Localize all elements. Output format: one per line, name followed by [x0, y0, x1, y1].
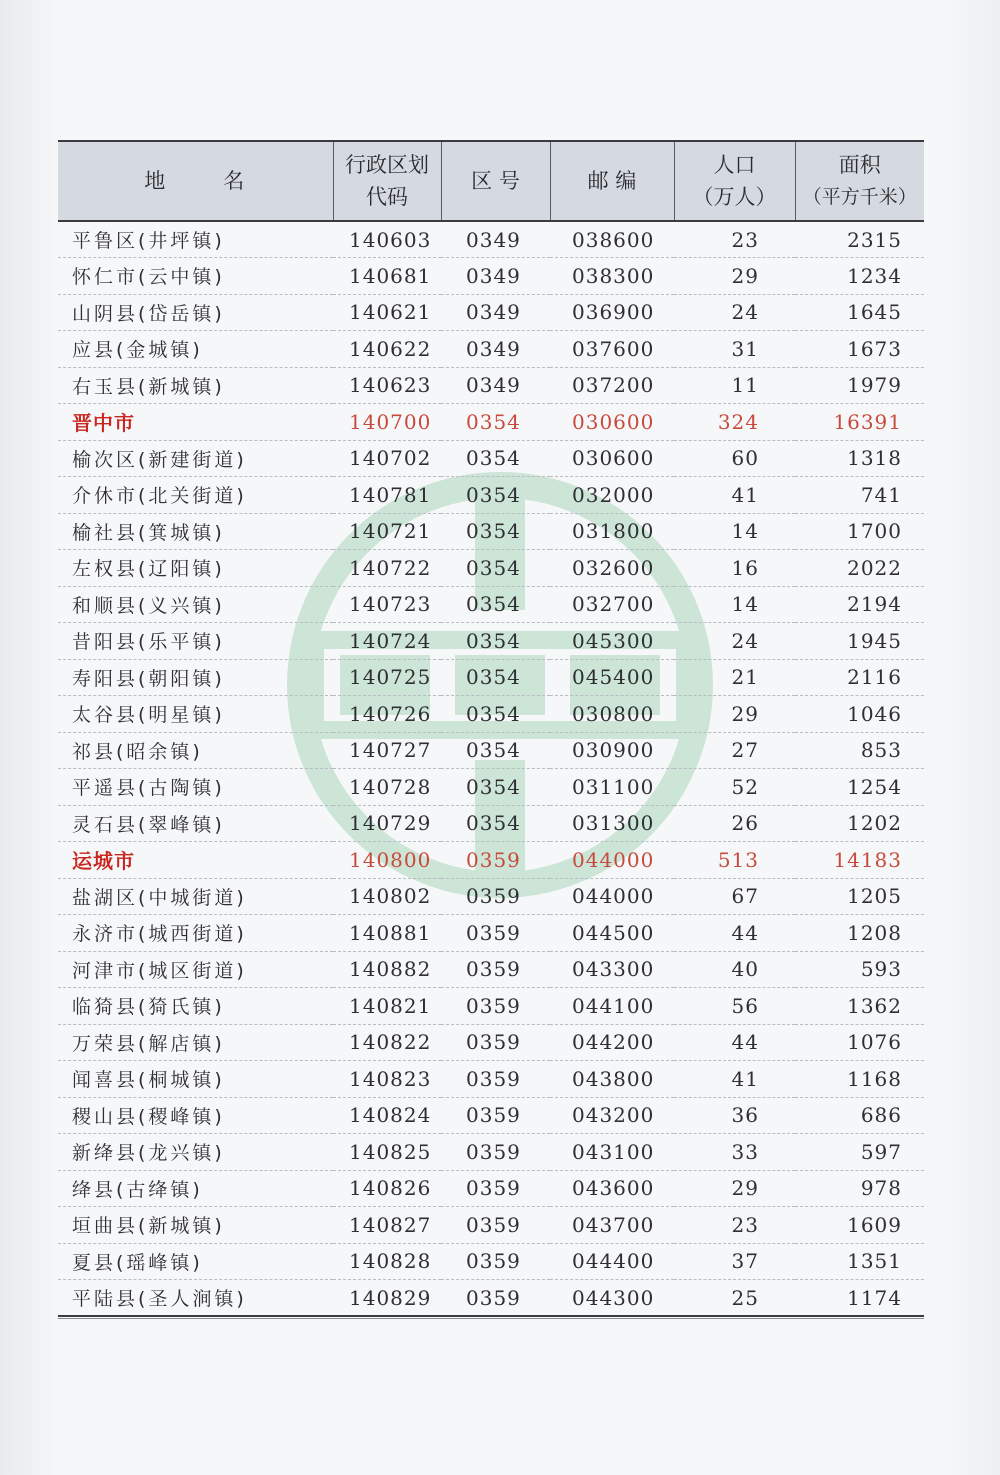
area-code-cell: 0354	[441, 769, 550, 806]
admin-code-cell: 140727	[333, 732, 441, 769]
table-row	[58, 769, 924, 806]
area-cell: 2315	[795, 221, 924, 258]
admin-code-cell: 140721	[333, 513, 441, 550]
place-name-cell: 平陆县(圣人涧镇)	[58, 1280, 333, 1317]
admin-code-cell: 140623	[333, 367, 441, 404]
table-row	[58, 331, 924, 368]
postcode-cell: 045300	[550, 623, 674, 660]
header-place-name-char-2: 名	[223, 169, 247, 193]
admin-code-cell: 140824	[333, 1097, 441, 1134]
table-row	[58, 915, 924, 952]
population-cell: 27	[674, 732, 795, 769]
postcode-cell: 030800	[550, 696, 674, 733]
admin-code-cell: 140829	[333, 1280, 441, 1317]
place-name-cell: 夏县(瑶峰镇)	[58, 1243, 333, 1280]
postcode-cell: 044000	[550, 878, 674, 915]
place-name-cell: 河津市(城区街道)	[58, 951, 333, 988]
header-postcode: 邮 编	[550, 141, 674, 221]
population-cell: 56	[674, 988, 795, 1025]
table-row	[58, 1097, 924, 1134]
area-cell: 14183	[795, 842, 924, 879]
table-row	[58, 513, 924, 550]
population-cell: 25	[674, 1280, 795, 1317]
area-code-cell: 0349	[441, 258, 550, 295]
table-row	[58, 951, 924, 988]
admin-code-cell: 140621	[333, 294, 441, 331]
area-code-cell: 0359	[441, 1024, 550, 1061]
table-row	[58, 732, 924, 769]
city-row	[58, 404, 924, 441]
area-cell: 686	[795, 1097, 924, 1134]
area-code-cell: 0359	[441, 842, 550, 879]
table-row	[58, 659, 924, 696]
admin-code-cell: 140800	[333, 842, 441, 879]
area-code-cell: 0354	[441, 696, 550, 733]
area-cell: 1362	[795, 988, 924, 1025]
admin-code-cell: 140722	[333, 550, 441, 587]
admin-code-cell: 140724	[333, 623, 441, 660]
header-place-name	[58, 141, 333, 221]
header-population-line1: 人口	[713, 153, 756, 177]
area-cell: 1202	[795, 805, 924, 842]
area-cell: 1351	[795, 1243, 924, 1280]
population-cell: 44	[674, 1024, 795, 1061]
admin-code-cell: 140725	[333, 659, 441, 696]
area-cell: 593	[795, 951, 924, 988]
admin-code-cell: 140622	[333, 331, 441, 368]
area-cell: 1254	[795, 769, 924, 806]
population-cell: 44	[674, 915, 795, 952]
population-cell: 324	[674, 404, 795, 441]
place-name-cell: 平鲁区(井坪镇)	[58, 221, 333, 258]
place-name-cell: 晋中市	[58, 404, 333, 441]
postcode-cell: 030600	[550, 440, 674, 477]
population-cell: 41	[674, 477, 795, 514]
area-cell: 1979	[795, 367, 924, 404]
area-cell: 1076	[795, 1024, 924, 1061]
table-row	[58, 550, 924, 587]
population-cell: 40	[674, 951, 795, 988]
population-cell: 31	[674, 331, 795, 368]
city-row	[58, 842, 924, 879]
postcode-cell: 043300	[550, 951, 674, 988]
area-code-cell: 0359	[441, 878, 550, 915]
postcode-cell: 043200	[550, 1097, 674, 1134]
population-cell: 29	[674, 258, 795, 295]
population-cell: 36	[674, 1097, 795, 1134]
area-code-cell: 0359	[441, 1243, 550, 1280]
postcode-cell: 043800	[550, 1061, 674, 1098]
population-cell: 513	[674, 842, 795, 879]
admin-code-cell: 140827	[333, 1207, 441, 1244]
postcode-cell: 030900	[550, 732, 674, 769]
area-code-cell: 0359	[441, 1207, 550, 1244]
place-name-cell: 左权县(辽阳镇)	[58, 550, 333, 587]
population-cell: 16	[674, 550, 795, 587]
area-cell: 1645	[795, 294, 924, 331]
table-row	[58, 440, 924, 477]
header-area-line2: （平方千米）	[802, 186, 917, 208]
header-area-code: 区 号	[441, 141, 550, 221]
area-cell: 1046	[795, 696, 924, 733]
area-code-cell: 0359	[441, 951, 550, 988]
header-population	[674, 141, 795, 221]
postcode-cell: 031300	[550, 805, 674, 842]
area-cell: 597	[795, 1134, 924, 1171]
postcode-cell: 030600	[550, 404, 674, 441]
area-cell: 1945	[795, 623, 924, 660]
place-name-cell: 永济市(城西街道)	[58, 915, 333, 952]
area-code-cell: 0354	[441, 623, 550, 660]
admin-code-cell: 140821	[333, 988, 441, 1025]
postcode-cell: 036900	[550, 294, 674, 331]
area-code-cell: 0354	[441, 440, 550, 477]
place-name-cell: 寿阳县(朝阳镇)	[58, 659, 333, 696]
area-code-cell: 0354	[441, 659, 550, 696]
area-code-cell: 0349	[441, 367, 550, 404]
postcode-cell: 044200	[550, 1024, 674, 1061]
area-code-cell: 0359	[441, 988, 550, 1025]
area-cell: 1609	[795, 1207, 924, 1244]
page-bottom-rule	[58, 1318, 924, 1319]
header-area	[795, 141, 924, 221]
area-cell: 1673	[795, 331, 924, 368]
area-code-cell: 0354	[441, 586, 550, 623]
postcode-cell: 044100	[550, 988, 674, 1025]
area-code-cell: 0354	[441, 513, 550, 550]
place-name-cell: 太谷县(明星镇)	[58, 696, 333, 733]
population-cell: 24	[674, 294, 795, 331]
postcode-cell: 032600	[550, 550, 674, 587]
area-cell: 1318	[795, 440, 924, 477]
place-name-cell: 临猗县(猗氏镇)	[58, 988, 333, 1025]
population-cell: 14	[674, 513, 795, 550]
area-cell: 978	[795, 1170, 924, 1207]
area-cell: 853	[795, 732, 924, 769]
admin-code-cell: 140726	[333, 696, 441, 733]
postcode-cell: 032000	[550, 477, 674, 514]
admin-code-cell: 140802	[333, 878, 441, 915]
area-code-cell: 0359	[441, 1097, 550, 1134]
header-admin-code-line2: 代码	[366, 185, 408, 209]
population-cell: 67	[674, 878, 795, 915]
postcode-cell: 038300	[550, 258, 674, 295]
population-cell: 11	[674, 367, 795, 404]
place-name-cell: 右玉县(新城镇)	[58, 367, 333, 404]
area-cell: 1700	[795, 513, 924, 550]
postcode-cell: 043700	[550, 1207, 674, 1244]
admin-code-cell: 140700	[333, 404, 441, 441]
place-name-cell: 应县(金城镇)	[58, 331, 333, 368]
table-row	[58, 1243, 924, 1280]
area-code-cell: 0359	[441, 1061, 550, 1098]
header-area-line1: 面积	[838, 153, 881, 177]
area-cell: 1208	[795, 915, 924, 952]
table-row	[58, 367, 924, 404]
area-code-cell: 0354	[441, 805, 550, 842]
postcode-cell: 045400	[550, 659, 674, 696]
place-name-cell: 垣曲县(新城镇)	[58, 1207, 333, 1244]
place-name-cell: 绛县(古绛镇)	[58, 1170, 333, 1207]
area-code-cell: 0354	[441, 477, 550, 514]
table-row	[58, 1207, 924, 1244]
header-place-name-char-1: 地	[144, 169, 168, 193]
postcode-cell: 043100	[550, 1134, 674, 1171]
admin-code-cell: 140825	[333, 1134, 441, 1171]
table-row	[58, 1280, 924, 1317]
header-population-line2: （万人）	[692, 185, 777, 209]
population-cell: 37	[674, 1243, 795, 1280]
table-header-row	[58, 141, 924, 221]
admin-code-cell: 140729	[333, 805, 441, 842]
area-cell: 2116	[795, 659, 924, 696]
area-code-cell: 0359	[441, 1170, 550, 1207]
population-cell: 14	[674, 586, 795, 623]
table-row	[58, 805, 924, 842]
area-cell: 2022	[795, 550, 924, 587]
population-cell: 41	[674, 1061, 795, 1098]
area-code-cell: 0349	[441, 331, 550, 368]
population-cell: 26	[674, 805, 795, 842]
area-code-cell: 0354	[441, 732, 550, 769]
place-name-cell: 稷山县(稷峰镇)	[58, 1097, 333, 1134]
area-code-cell: 0349	[441, 294, 550, 331]
admin-division-table	[58, 140, 924, 1317]
population-cell: 24	[674, 623, 795, 660]
postcode-cell: 043600	[550, 1170, 674, 1207]
postcode-cell: 044400	[550, 1243, 674, 1280]
table-row	[58, 988, 924, 1025]
table-row	[58, 878, 924, 915]
table-row	[58, 477, 924, 514]
admin-code-cell: 140828	[333, 1243, 441, 1280]
place-name-cell: 灵石县(翠峰镇)	[58, 805, 333, 842]
admin-code-cell: 140781	[333, 477, 441, 514]
table-row	[58, 1134, 924, 1171]
header-admin-code	[333, 141, 441, 221]
admin-code-cell: 140823	[333, 1061, 441, 1098]
population-cell: 60	[674, 440, 795, 477]
area-cell: 741	[795, 477, 924, 514]
postcode-cell: 031800	[550, 513, 674, 550]
admin-code-cell: 140723	[333, 586, 441, 623]
postcode-cell: 044000	[550, 842, 674, 879]
population-cell: 21	[674, 659, 795, 696]
place-name-cell: 怀仁市(云中镇)	[58, 258, 333, 295]
area-code-cell: 0354	[441, 550, 550, 587]
place-name-cell: 山阴县(岱岳镇)	[58, 294, 333, 331]
place-name-cell: 榆次区(新建街道)	[58, 440, 333, 477]
place-name-cell: 平遥县(古陶镇)	[58, 769, 333, 806]
postcode-cell: 037200	[550, 367, 674, 404]
admin-code-cell: 140681	[333, 258, 441, 295]
population-cell: 33	[674, 1134, 795, 1171]
place-name-cell: 昔阳县(乐平镇)	[58, 623, 333, 660]
area-cell: 2194	[795, 586, 924, 623]
area-cell: 1205	[795, 878, 924, 915]
admin-code-cell: 140881	[333, 915, 441, 952]
table-row	[58, 221, 924, 258]
table-row	[58, 586, 924, 623]
table-row	[58, 623, 924, 660]
admin-code-cell: 140728	[333, 769, 441, 806]
population-cell: 52	[674, 769, 795, 806]
area-code-cell: 0359	[441, 1280, 550, 1317]
admin-code-cell: 140826	[333, 1170, 441, 1207]
population-cell: 29	[674, 1170, 795, 1207]
area-cell: 1234	[795, 258, 924, 295]
place-name-cell: 闻喜县(桐城镇)	[58, 1061, 333, 1098]
area-code-cell: 0349	[441, 221, 550, 258]
admin-code-cell: 140702	[333, 440, 441, 477]
table-row	[58, 1024, 924, 1061]
population-cell: 23	[674, 1207, 795, 1244]
postcode-cell: 044300	[550, 1280, 674, 1317]
area-cell: 1174	[795, 1280, 924, 1317]
area-code-cell: 0359	[441, 915, 550, 952]
table-row	[58, 294, 924, 331]
area-cell: 1168	[795, 1061, 924, 1098]
place-name-cell: 祁县(昭余镇)	[58, 732, 333, 769]
table-row	[58, 258, 924, 295]
place-name-cell: 榆社县(箕城镇)	[58, 513, 333, 550]
area-cell: 16391	[795, 404, 924, 441]
population-cell: 23	[674, 221, 795, 258]
admin-code-cell: 140603	[333, 221, 441, 258]
place-name-cell: 和顺县(义兴镇)	[58, 586, 333, 623]
admin-code-cell: 140822	[333, 1024, 441, 1061]
area-code-cell: 0359	[441, 1134, 550, 1171]
table-row	[58, 696, 924, 733]
postcode-cell: 038600	[550, 221, 674, 258]
postcode-cell: 044500	[550, 915, 674, 952]
place-name-cell: 万荣县(解店镇)	[58, 1024, 333, 1061]
area-code-cell: 0354	[441, 404, 550, 441]
postcode-cell: 031100	[550, 769, 674, 806]
population-cell: 29	[674, 696, 795, 733]
place-name-cell: 介休市(北关街道)	[58, 477, 333, 514]
place-name-cell: 盐湖区(中城街道)	[58, 878, 333, 915]
table-row	[58, 1061, 924, 1098]
place-name-cell: 新绛县(龙兴镇)	[58, 1134, 333, 1171]
admin-code-cell: 140882	[333, 951, 441, 988]
postcode-cell: 037600	[550, 331, 674, 368]
place-name-cell: 运城市	[58, 842, 333, 879]
table-row	[58, 1170, 924, 1207]
postcode-cell: 032700	[550, 586, 674, 623]
header-admin-code-line1: 行政区划	[345, 153, 429, 177]
